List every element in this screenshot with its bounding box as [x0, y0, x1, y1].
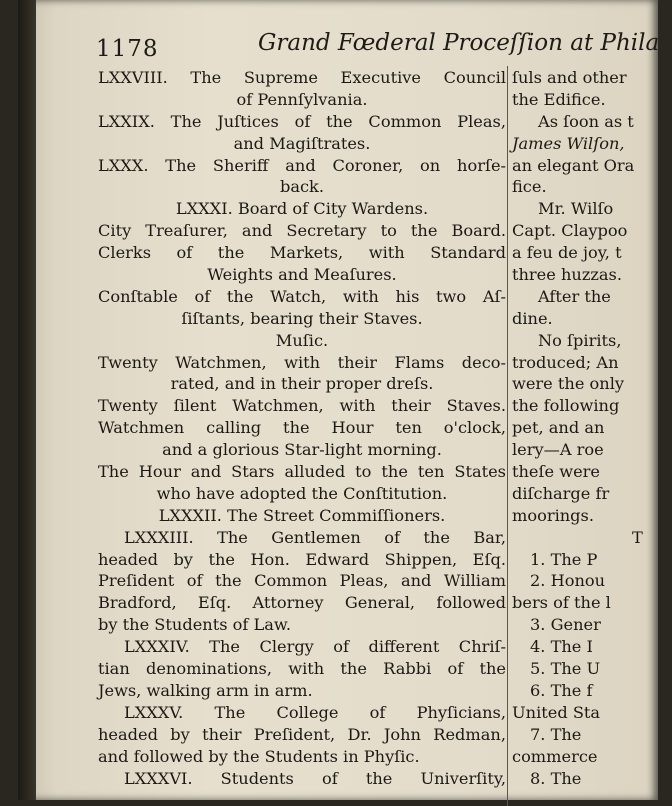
newspaper-page — [18, 0, 658, 800]
text-line: The Hour and Stars alluded to the ten States — [98, 462, 506, 482]
running-title: Grand Fœderal Proceſſion at Phila — [258, 30, 660, 56]
text-line: James Wilſon, — [512, 133, 625, 153]
text-line: LXXXV. The College of Phyſicians, — [124, 702, 506, 722]
text-line: a feu de joy, t — [512, 243, 622, 263]
text-line: the Edifice. — [512, 89, 606, 109]
text-line: 3. Gener — [530, 615, 601, 635]
text-line: 8. The — [530, 768, 582, 788]
text-line: As ſoon as t — [538, 111, 634, 131]
text-line: LXXIX. The Juſtices of the Common Pleas, — [98, 111, 506, 131]
text-line: tian denominations, with the Rabbi of the — [98, 659, 506, 679]
text-line: rated, and in their proper dreſs. — [170, 374, 434, 394]
text-line: and Magiſtrates. — [233, 133, 371, 153]
text-line: troduced; An — [512, 352, 619, 372]
text-line: diſcharge fr — [512, 483, 610, 503]
text-line: T — [632, 527, 643, 547]
left-column — [98, 67, 506, 789]
text-line: 7. The — [530, 724, 582, 744]
text-line: moorings. — [512, 505, 594, 525]
binding-edge — [18, 0, 36, 800]
text-line: United Sta — [512, 702, 601, 722]
text-line: Clerks of the Markets, with Standard — [98, 243, 506, 263]
text-line: headed by the Hon. Edward Shippen, Eſq. — [98, 549, 506, 569]
text-line: Jews, walking arm in arm. — [98, 680, 313, 700]
text-line: lery—A roe — [512, 440, 604, 460]
text-line: back. — [279, 177, 325, 197]
text-line: an elegant Ora — [512, 155, 635, 175]
text-line: and followed by the Students in Phyſic. — [98, 746, 420, 766]
page-number: 1178 — [96, 36, 159, 62]
text-line: the following — [512, 396, 620, 416]
text-line: Weights and Meaſures. — [207, 265, 397, 285]
text-line: 6. The f — [530, 680, 593, 700]
text-line: No ſpirits, — [538, 330, 622, 350]
text-line: headed by their Preſident, Dr. John Redman, — [98, 724, 506, 744]
text-line: Twenty ſilent Watchmen, with their Staves. — [98, 396, 506, 416]
text-line: and a glorious Star-light morning. — [162, 440, 442, 460]
text-line: LXXXIV. The Clergy of different Chriſ- — [124, 637, 506, 657]
text-line: Preſident of the Common Pleas, and William — [98, 571, 506, 591]
text-line: pet, and an — [512, 418, 605, 438]
text-line: ſiſtants, bearing their Staves. — [181, 308, 423, 328]
text-line: who have adopted the Conſtitution. — [156, 483, 448, 503]
text-line: Conſtable of the Watch, with his two Aſ- — [98, 286, 506, 306]
text-line: LXXX. The Sheriff and Coroner, on horſe- — [98, 155, 506, 175]
text-line: 5. The U — [530, 659, 601, 679]
text-line: commerce — [512, 746, 598, 766]
text-line: Capt. Claypoo — [512, 221, 628, 241]
text-line: theſe were — [512, 462, 600, 482]
text-line: by the Students of Law. — [98, 615, 292, 635]
text-line: LXXVIII. The Supreme Executive Council — [98, 68, 506, 87]
text-line: ſuls and other — [512, 68, 627, 87]
text-line: After the — [538, 286, 611, 306]
text-line: Bradford, Eſq. Attorney General, followed — [98, 593, 506, 613]
text-line: fice. — [512, 177, 547, 197]
text-line: Muſic. — [275, 330, 329, 350]
text-line: LXXXIII. The Gentlemen of the Bar, — [124, 527, 506, 547]
text-line: 4. The I — [530, 637, 593, 657]
text-line: bers of the l — [512, 593, 611, 613]
column-divider — [507, 66, 508, 806]
text-line: LXXXVI. Students of the Univerſity, — [124, 768, 506, 788]
text-line: three huzzas. — [512, 265, 622, 285]
text-line: of Pennſylvania. — [236, 89, 368, 109]
text-line: LXXXII. The Street Commiſſioners. — [158, 505, 446, 525]
right-column — [512, 67, 672, 789]
text-line: dine. — [512, 308, 553, 328]
text-line: Twenty Watchmen, with their Flams deco- — [98, 352, 506, 372]
text-line: 2. Honou — [530, 571, 606, 591]
text-line: 1. The P — [530, 549, 598, 569]
text-line: were the only — [512, 374, 625, 394]
text-line: Mr. Wilſo — [538, 199, 614, 219]
text-line: LXXXI. Board of City Wardens. — [175, 199, 429, 219]
text-line: City Treaſurer, and Secretary to the Board. — [98, 221, 506, 241]
text-line: Watchmen calling the Hour ten o'clock, — [98, 418, 506, 438]
